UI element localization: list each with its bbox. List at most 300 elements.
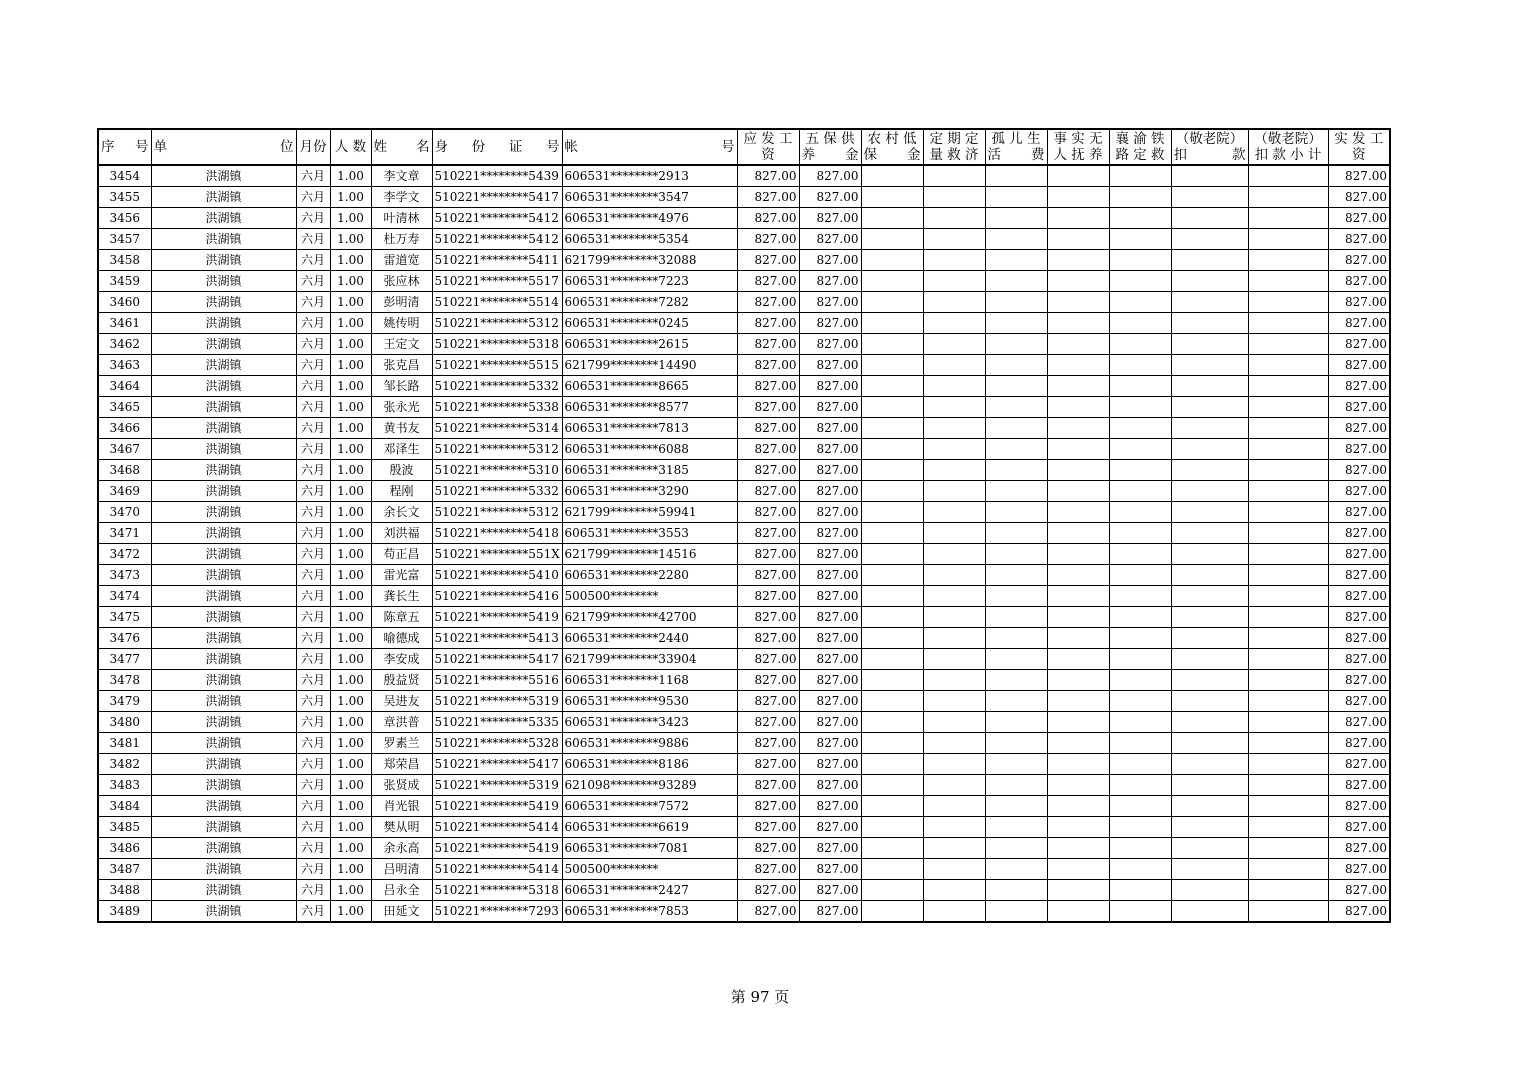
cell-nursing-subtotal <box>1248 775 1328 796</box>
cell-fixed-relief <box>923 859 985 880</box>
cell-month: 六月 <box>296 397 330 418</box>
cell-five-guarantee: 827.00 <box>799 859 861 880</box>
cell-defacto <box>1047 733 1109 754</box>
cell-defacto <box>1047 628 1109 649</box>
cell-five-guarantee: 827.00 <box>799 523 861 544</box>
cell-month: 六月 <box>296 187 330 208</box>
cell-fixed-relief <box>923 901 985 923</box>
cell-nursing-deduct <box>1171 271 1248 292</box>
cell-due-pay: 827.00 <box>737 165 799 187</box>
cell-nursing-subtotal <box>1248 817 1328 838</box>
cell-unit: 洪湖镇 <box>151 796 296 817</box>
header-railway: 襄 渝 铁 路 定 救 <box>1109 129 1171 165</box>
table-row <box>98 691 1390 712</box>
cell-defacto <box>1047 523 1109 544</box>
cell-defacto <box>1047 355 1109 376</box>
table-row <box>98 502 1390 523</box>
cell-unit: 洪湖镇 <box>151 859 296 880</box>
table-row <box>98 901 1390 923</box>
cell-actual-pay: 827.00 <box>1328 880 1390 901</box>
cell-due-pay: 827.00 <box>737 796 799 817</box>
cell-nursing-subtotal <box>1248 733 1328 754</box>
cell-count: 1.00 <box>330 712 371 733</box>
cell-nursing-subtotal <box>1248 796 1328 817</box>
cell-name: 黄书友 <box>371 418 432 439</box>
cell-count: 1.00 <box>330 880 371 901</box>
cell-five-guarantee: 827.00 <box>799 544 861 565</box>
header-fixed: 定 期 定 量 救 济 <box>923 129 985 165</box>
header-five: 五 保 供 养 金 <box>799 129 861 165</box>
cell-orphan <box>985 586 1047 607</box>
cell-nursing-deduct <box>1171 628 1248 649</box>
cell-rural-min <box>861 880 923 901</box>
cell-nursing-deduct <box>1171 165 1248 187</box>
cell-nursing-deduct <box>1171 859 1248 880</box>
cell-railway <box>1109 229 1171 250</box>
cell-railway <box>1109 670 1171 691</box>
cell-name: 雷道宽 <box>371 250 432 271</box>
cell-rural-min <box>861 460 923 481</box>
table-row <box>98 250 1390 271</box>
cell-orphan <box>985 670 1047 691</box>
cell-rural-min <box>861 208 923 229</box>
cell-seq: 3454 <box>98 165 151 187</box>
header-actual: 实 发 工 资 <box>1328 129 1390 165</box>
cell-seq: 3486 <box>98 838 151 859</box>
cell-unit: 洪湖镇 <box>151 397 296 418</box>
cell-fixed-relief <box>923 460 985 481</box>
cell-orphan <box>985 250 1047 271</box>
cell-fixed-relief <box>923 586 985 607</box>
cell-fixed-relief <box>923 607 985 628</box>
cell-actual-pay: 827.00 <box>1328 859 1390 880</box>
cell-count: 1.00 <box>330 397 371 418</box>
cell-fixed-relief <box>923 880 985 901</box>
cell-defacto <box>1047 250 1109 271</box>
cell-actual-pay: 827.00 <box>1328 712 1390 733</box>
cell-nursing-deduct <box>1171 649 1248 670</box>
cell-count: 1.00 <box>330 208 371 229</box>
table-row <box>98 586 1390 607</box>
cell-account: 500500******** <box>562 859 737 880</box>
cell-fixed-relief <box>923 250 985 271</box>
cell-defacto <box>1047 229 1109 250</box>
cell-name: 姚传明 <box>371 313 432 334</box>
cell-defacto <box>1047 439 1109 460</box>
table-row <box>98 670 1390 691</box>
cell-count: 1.00 <box>330 313 371 334</box>
cell-nursing-subtotal <box>1248 649 1328 670</box>
cell-fixed-relief <box>923 754 985 775</box>
cell-count: 1.00 <box>330 418 371 439</box>
cell-rural-min <box>861 754 923 775</box>
cell-nursing-deduct <box>1171 523 1248 544</box>
cell-rural-min <box>861 733 923 754</box>
cell-five-guarantee: 827.00 <box>799 775 861 796</box>
cell-five-guarantee: 827.00 <box>799 712 861 733</box>
cell-railway <box>1109 901 1171 923</box>
cell-defacto <box>1047 670 1109 691</box>
cell-due-pay: 827.00 <box>737 733 799 754</box>
cell-month: 六月 <box>296 313 330 334</box>
cell-id-number: 510221********7293 <box>432 901 562 923</box>
cell-fixed-relief <box>923 481 985 502</box>
cell-account: 606531********0245 <box>562 313 737 334</box>
cell-month: 六月 <box>296 271 330 292</box>
cell-orphan <box>985 376 1047 397</box>
table-row <box>98 229 1390 250</box>
cell-actual-pay: 827.00 <box>1328 376 1390 397</box>
cell-name: 张克昌 <box>371 355 432 376</box>
cell-seq: 3469 <box>98 481 151 502</box>
cell-month: 六月 <box>296 250 330 271</box>
cell-rural-min <box>861 565 923 586</box>
table-row <box>98 439 1390 460</box>
cell-nursing-deduct <box>1171 754 1248 775</box>
cell-fixed-relief <box>923 439 985 460</box>
cell-due-pay: 827.00 <box>737 334 799 355</box>
cell-id-number: 510221********5417 <box>432 754 562 775</box>
cell-month: 六月 <box>296 733 330 754</box>
cell-rural-min <box>861 712 923 733</box>
cell-rural-min <box>861 271 923 292</box>
cell-account: 606531********2615 <box>562 334 737 355</box>
cell-seq: 3461 <box>98 313 151 334</box>
cell-count: 1.00 <box>330 271 371 292</box>
cell-nursing-subtotal <box>1248 901 1328 923</box>
cell-due-pay: 827.00 <box>737 460 799 481</box>
cell-rural-min <box>861 691 923 712</box>
cell-count: 1.00 <box>330 817 371 838</box>
cell-unit: 洪湖镇 <box>151 607 296 628</box>
cell-id-number: 510221********5332 <box>432 481 562 502</box>
cell-railway <box>1109 376 1171 397</box>
cell-account: 606531********3290 <box>562 481 737 502</box>
cell-month: 六月 <box>296 901 330 923</box>
cell-fixed-relief <box>923 334 985 355</box>
cell-account: 606531********2440 <box>562 628 737 649</box>
cell-actual-pay: 827.00 <box>1328 775 1390 796</box>
cell-orphan <box>985 334 1047 355</box>
cell-seq: 3456 <box>98 208 151 229</box>
cell-railway <box>1109 481 1171 502</box>
cell-actual-pay: 827.00 <box>1328 607 1390 628</box>
cell-fixed-relief <box>923 670 985 691</box>
cell-id-number: 510221********5338 <box>432 397 562 418</box>
cell-month: 六月 <box>296 649 330 670</box>
cell-defacto <box>1047 901 1109 923</box>
cell-five-guarantee: 827.00 <box>799 355 861 376</box>
cell-due-pay: 827.00 <box>737 880 799 901</box>
cell-id-number: 510221********5419 <box>432 838 562 859</box>
cell-month: 六月 <box>296 439 330 460</box>
table-row <box>98 565 1390 586</box>
cell-actual-pay: 827.00 <box>1328 586 1390 607</box>
cell-actual-pay: 827.00 <box>1328 901 1390 923</box>
cell-five-guarantee: 827.00 <box>799 334 861 355</box>
cell-orphan <box>985 754 1047 775</box>
cell-nursing-deduct <box>1171 229 1248 250</box>
cell-defacto <box>1047 649 1109 670</box>
cell-nursing-deduct <box>1171 775 1248 796</box>
cell-five-guarantee: 827.00 <box>799 901 861 923</box>
cell-name: 张永光 <box>371 397 432 418</box>
cell-railway <box>1109 418 1171 439</box>
cell-railway <box>1109 775 1171 796</box>
cell-month: 六月 <box>296 355 330 376</box>
cell-count: 1.00 <box>330 355 371 376</box>
cell-nursing-subtotal <box>1248 880 1328 901</box>
cell-account: 621799********32088 <box>562 250 737 271</box>
cell-defacto <box>1047 544 1109 565</box>
cell-nursing-subtotal <box>1248 586 1328 607</box>
header-count: 人 数 <box>330 129 371 165</box>
cell-name: 雷光富 <box>371 565 432 586</box>
cell-railway <box>1109 165 1171 187</box>
cell-five-guarantee: 827.00 <box>799 481 861 502</box>
cell-rural-min <box>861 586 923 607</box>
cell-orphan <box>985 544 1047 565</box>
cell-due-pay: 827.00 <box>737 691 799 712</box>
cell-nursing-deduct <box>1171 481 1248 502</box>
cell-unit: 洪湖镇 <box>151 502 296 523</box>
cell-railway <box>1109 544 1171 565</box>
cell-actual-pay: 827.00 <box>1328 397 1390 418</box>
cell-defacto <box>1047 880 1109 901</box>
cell-seq: 3482 <box>98 754 151 775</box>
cell-orphan <box>985 271 1047 292</box>
cell-account: 606531********8665 <box>562 376 737 397</box>
cell-nursing-subtotal <box>1248 187 1328 208</box>
cell-name: 张应林 <box>371 271 432 292</box>
cell-railway <box>1109 523 1171 544</box>
cell-name: 陈章五 <box>371 607 432 628</box>
cell-actual-pay: 827.00 <box>1328 355 1390 376</box>
cell-count: 1.00 <box>330 502 371 523</box>
cell-actual-pay: 827.00 <box>1328 796 1390 817</box>
cell-unit: 洪湖镇 <box>151 565 296 586</box>
cell-count: 1.00 <box>330 544 371 565</box>
header-month: 月份 <box>296 129 330 165</box>
cell-id-number: 510221********5319 <box>432 775 562 796</box>
cell-id-number: 510221********5411 <box>432 250 562 271</box>
cell-unit: 洪湖镇 <box>151 292 296 313</box>
header-nursing-deduct: （敬老院） 扣 款 <box>1171 129 1248 165</box>
cell-railway <box>1109 292 1171 313</box>
cell-actual-pay: 827.00 <box>1328 502 1390 523</box>
table-row <box>98 523 1390 544</box>
cell-defacto <box>1047 775 1109 796</box>
cell-five-guarantee: 827.00 <box>799 397 861 418</box>
cell-unit: 洪湖镇 <box>151 586 296 607</box>
cell-account: 621799********59941 <box>562 502 737 523</box>
cell-seq: 3472 <box>98 544 151 565</box>
cell-nursing-subtotal <box>1248 565 1328 586</box>
cell-unit: 洪湖镇 <box>151 165 296 187</box>
cell-count: 1.00 <box>330 250 371 271</box>
cell-count: 1.00 <box>330 523 371 544</box>
cell-unit: 洪湖镇 <box>151 523 296 544</box>
cell-nursing-deduct <box>1171 586 1248 607</box>
cell-nursing-subtotal <box>1248 523 1328 544</box>
cell-count: 1.00 <box>330 165 371 187</box>
cell-name: 王定文 <box>371 334 432 355</box>
cell-month: 六月 <box>296 208 330 229</box>
cell-defacto <box>1047 292 1109 313</box>
cell-actual-pay: 827.00 <box>1328 271 1390 292</box>
cell-rural-min <box>861 628 923 649</box>
cell-account: 621799********33904 <box>562 649 737 670</box>
cell-orphan <box>985 208 1047 229</box>
cell-nursing-deduct <box>1171 712 1248 733</box>
cell-defacto <box>1047 691 1109 712</box>
cell-nursing-subtotal <box>1248 334 1328 355</box>
cell-unit: 洪湖镇 <box>151 313 296 334</box>
cell-count: 1.00 <box>330 838 371 859</box>
cell-month: 六月 <box>296 586 330 607</box>
cell-railway <box>1109 271 1171 292</box>
cell-fixed-relief <box>923 523 985 544</box>
cell-defacto <box>1047 859 1109 880</box>
cell-unit: 洪湖镇 <box>151 334 296 355</box>
cell-seq: 3483 <box>98 775 151 796</box>
header-rural: 农 村 低 保 金 <box>861 129 923 165</box>
cell-seq: 3481 <box>98 733 151 754</box>
table-row <box>98 628 1390 649</box>
cell-account: 606531********4976 <box>562 208 737 229</box>
cell-rural-min <box>861 838 923 859</box>
cell-due-pay: 827.00 <box>737 586 799 607</box>
cell-name: 喻德成 <box>371 628 432 649</box>
cell-id-number: 510221********5312 <box>432 313 562 334</box>
cell-railway <box>1109 250 1171 271</box>
cell-defacto <box>1047 313 1109 334</box>
cell-orphan <box>985 607 1047 628</box>
cell-month: 六月 <box>296 460 330 481</box>
cell-nursing-subtotal <box>1248 355 1328 376</box>
cell-fixed-relief <box>923 796 985 817</box>
cell-name: 叶清林 <box>371 208 432 229</box>
cell-seq: 3470 <box>98 502 151 523</box>
cell-due-pay: 827.00 <box>737 418 799 439</box>
cell-nursing-subtotal <box>1248 418 1328 439</box>
cell-fixed-relief <box>923 229 985 250</box>
cell-id-number: 510221********5318 <box>432 880 562 901</box>
cell-seq: 3485 <box>98 817 151 838</box>
cell-railway <box>1109 754 1171 775</box>
header-nursing-subtotal: （敬老院） 扣 款 小 计 <box>1248 129 1328 165</box>
cell-id-number: 510221********5514 <box>432 292 562 313</box>
cell-orphan <box>985 502 1047 523</box>
cell-actual-pay: 827.00 <box>1328 565 1390 586</box>
cell-account: 606531********2913 <box>562 165 737 187</box>
cell-due-pay: 827.00 <box>737 565 799 586</box>
cell-id-number: 510221********5314 <box>432 418 562 439</box>
cell-unit: 洪湖镇 <box>151 775 296 796</box>
cell-account: 606531********7572 <box>562 796 737 817</box>
cell-five-guarantee: 827.00 <box>799 187 861 208</box>
cell-unit: 洪湖镇 <box>151 901 296 923</box>
cell-nursing-subtotal <box>1248 502 1328 523</box>
cell-id-number: 510221********5332 <box>432 376 562 397</box>
cell-orphan <box>985 796 1047 817</box>
cell-rural-min <box>861 607 923 628</box>
cell-nursing-subtotal <box>1248 607 1328 628</box>
cell-count: 1.00 <box>330 796 371 817</box>
cell-actual-pay: 827.00 <box>1328 208 1390 229</box>
cell-defacto <box>1047 502 1109 523</box>
cell-count: 1.00 <box>330 292 371 313</box>
cell-railway <box>1109 733 1171 754</box>
cell-account: 606531********9530 <box>562 691 737 712</box>
cell-month: 六月 <box>296 691 330 712</box>
cell-orphan <box>985 901 1047 923</box>
cell-railway <box>1109 313 1171 334</box>
table-row <box>98 187 1390 208</box>
cell-seq: 3473 <box>98 565 151 586</box>
cell-five-guarantee: 827.00 <box>799 880 861 901</box>
cell-seq: 3477 <box>98 649 151 670</box>
cell-id-number: 510221********5439 <box>432 165 562 187</box>
cell-orphan <box>985 418 1047 439</box>
cell-nursing-deduct <box>1171 418 1248 439</box>
cell-count: 1.00 <box>330 670 371 691</box>
cell-id-number: 510221********5413 <box>432 628 562 649</box>
cell-seq: 3479 <box>98 691 151 712</box>
cell-nursing-subtotal <box>1248 628 1328 649</box>
cell-nursing-deduct <box>1171 187 1248 208</box>
table-row <box>98 733 1390 754</box>
cell-defacto <box>1047 796 1109 817</box>
cell-unit: 洪湖镇 <box>151 481 296 502</box>
cell-id-number: 510221********5412 <box>432 208 562 229</box>
cell-five-guarantee: 827.00 <box>799 208 861 229</box>
cell-seq: 3474 <box>98 586 151 607</box>
cell-due-pay: 827.00 <box>737 292 799 313</box>
cell-orphan <box>985 523 1047 544</box>
cell-seq: 3480 <box>98 712 151 733</box>
cell-due-pay: 827.00 <box>737 313 799 334</box>
cell-seq: 3466 <box>98 418 151 439</box>
cell-rural-min <box>861 313 923 334</box>
cell-nursing-subtotal <box>1248 271 1328 292</box>
cell-fixed-relief <box>923 733 985 754</box>
cell-due-pay: 827.00 <box>737 712 799 733</box>
cell-fixed-relief <box>923 544 985 565</box>
cell-due-pay: 827.00 <box>737 754 799 775</box>
cell-rural-min <box>861 187 923 208</box>
table-row <box>98 859 1390 880</box>
cell-count: 1.00 <box>330 334 371 355</box>
cell-five-guarantee: 827.00 <box>799 607 861 628</box>
cell-rural-min <box>861 165 923 187</box>
cell-nursing-deduct <box>1171 355 1248 376</box>
cell-nursing-subtotal <box>1248 754 1328 775</box>
cell-seq: 3465 <box>98 397 151 418</box>
table-body <box>98 165 1390 922</box>
cell-five-guarantee: 827.00 <box>799 733 861 754</box>
cell-five-guarantee: 827.00 <box>799 418 861 439</box>
cell-defacto <box>1047 817 1109 838</box>
cell-nursing-deduct <box>1171 838 1248 859</box>
cell-name: 吴进友 <box>371 691 432 712</box>
cell-month: 六月 <box>296 817 330 838</box>
cell-orphan <box>985 460 1047 481</box>
header-orphan: 孤 儿 生 活 费 <box>985 129 1047 165</box>
page-number: 第 97 页 <box>730 988 790 1006</box>
cell-id-number: 510221********5312 <box>432 439 562 460</box>
cell-id-number: 510221********5517 <box>432 271 562 292</box>
